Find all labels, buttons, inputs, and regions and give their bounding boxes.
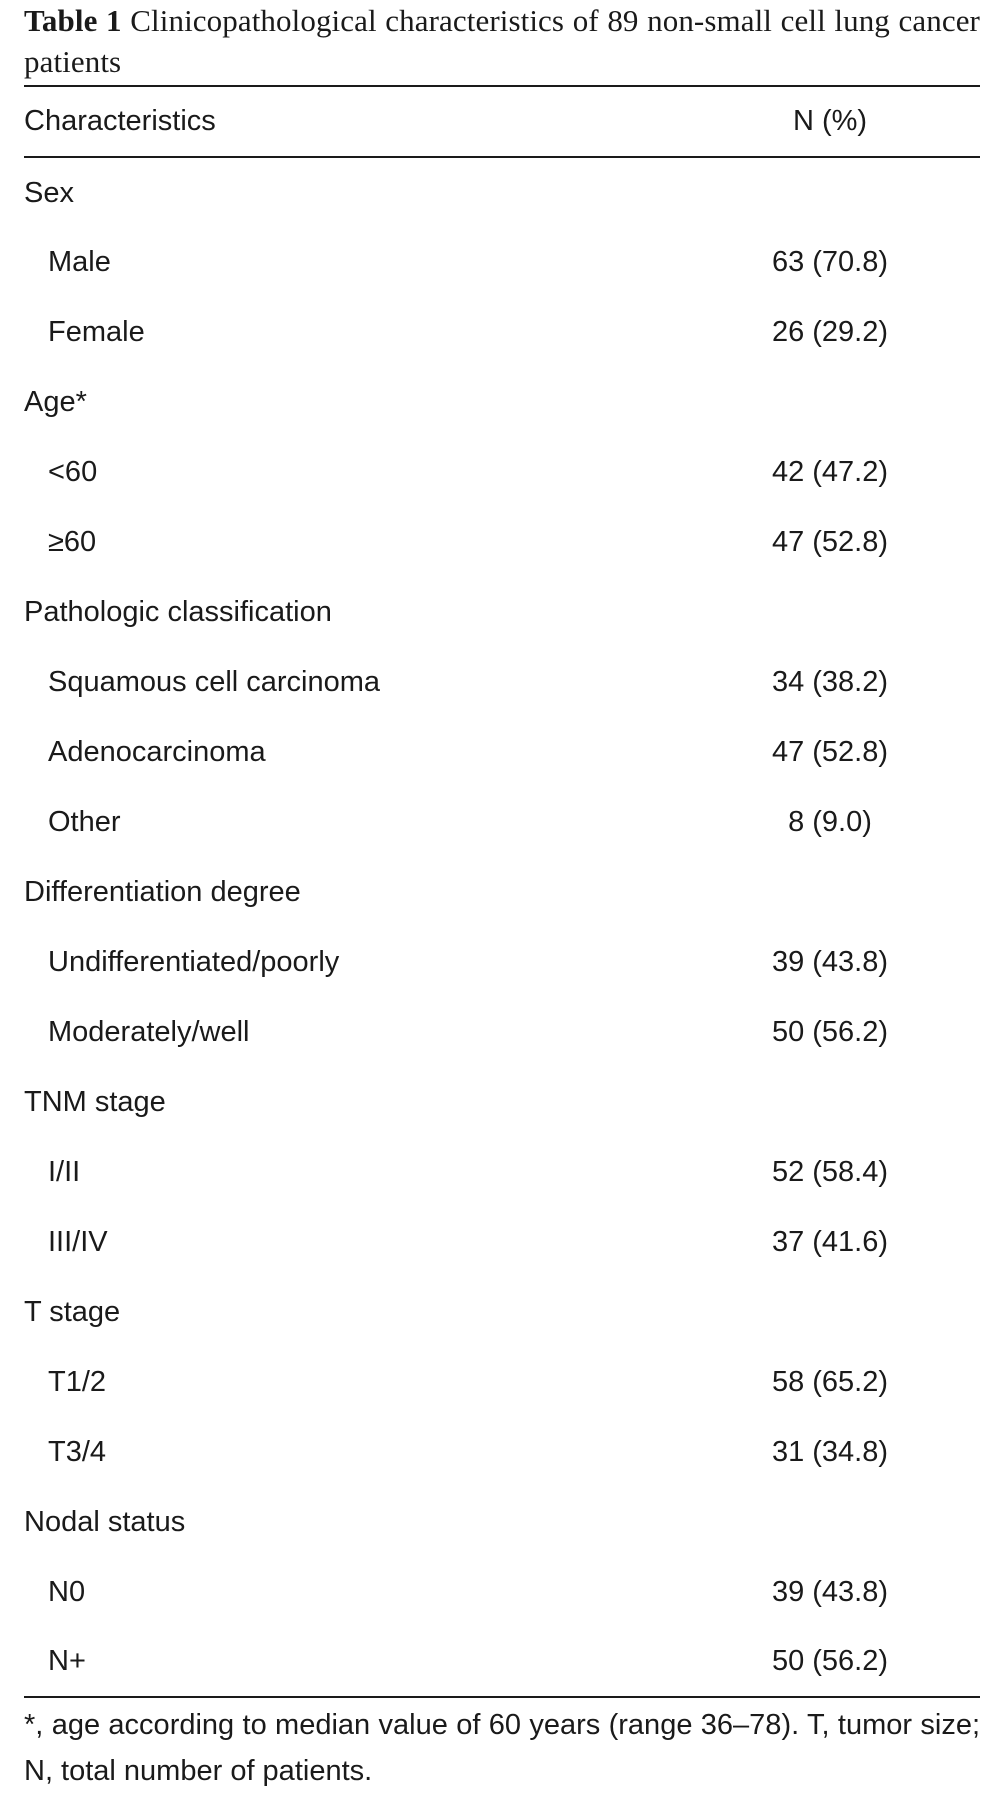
group-label: Sex bbox=[24, 177, 74, 209]
row-value: 52 (58.4) bbox=[771, 1155, 889, 1188]
group-label: Nodal status bbox=[24, 1505, 186, 1538]
table-group-row bbox=[24, 1487, 980, 1557]
row-value bbox=[680, 1067, 980, 1137]
header-characteristics: Characteristics bbox=[24, 87, 680, 157]
row-value bbox=[680, 1487, 980, 1557]
table-caption bbox=[24, 0, 980, 85]
table-footnote: *, age according to median value of 60 years (range 36–78). T, tumor size; N, total number of patients. bbox=[24, 1709, 980, 1787]
table-row bbox=[24, 927, 980, 997]
row-value: 31 (34.8) bbox=[771, 1435, 889, 1468]
row-value bbox=[680, 1277, 980, 1347]
table-row bbox=[24, 1627, 980, 1697]
row-label: I/II bbox=[48, 1155, 81, 1188]
row-value: 47 (52.8) bbox=[771, 735, 889, 768]
table-title: Clinicopathological characteristics of 89 non-small cell lung cancer patients bbox=[24, 3, 980, 79]
row-value: 47 (52.8) bbox=[771, 525, 889, 558]
row-value: 42 (47.2) bbox=[771, 455, 889, 488]
row-label: Undifferentiated/poorly bbox=[48, 945, 340, 978]
table-row bbox=[24, 437, 980, 507]
row-label: Adenocarcinoma bbox=[48, 735, 266, 768]
table-label: Table 1 bbox=[24, 3, 122, 38]
header-row bbox=[24, 87, 980, 157]
row-value bbox=[680, 577, 980, 647]
group-label: T stage bbox=[24, 1295, 121, 1328]
row-value: 50 (56.2) bbox=[771, 1015, 889, 1048]
row-label: III/IV bbox=[48, 1225, 108, 1258]
table-group-row bbox=[24, 1277, 980, 1347]
table-row bbox=[24, 997, 980, 1067]
table-row bbox=[24, 227, 980, 297]
row-value: 50 (56.2) bbox=[771, 1645, 889, 1677]
group-label: Differentiation degree bbox=[24, 875, 301, 908]
table-group-row bbox=[24, 157, 980, 227]
table-body bbox=[24, 157, 980, 1697]
table-row bbox=[24, 1557, 980, 1627]
header-n-percent: N (%) bbox=[680, 87, 980, 157]
table-row bbox=[24, 507, 980, 577]
row-label: Moderately/well bbox=[48, 1015, 250, 1048]
row-label: Squamous cell carcinoma bbox=[48, 665, 381, 698]
row-value: 37 (41.6) bbox=[771, 1225, 889, 1258]
table-group-row bbox=[24, 577, 980, 647]
row-label: Female bbox=[48, 315, 145, 348]
group-label: Pathologic classification bbox=[24, 595, 332, 628]
table-row bbox=[24, 1137, 980, 1207]
table-row bbox=[24, 1417, 980, 1487]
characteristics-table bbox=[24, 87, 980, 1698]
table-row bbox=[24, 717, 980, 787]
row-value: 26 (29.2) bbox=[771, 315, 889, 348]
table-row bbox=[24, 297, 980, 367]
row-value: 39 (43.8) bbox=[771, 1575, 889, 1608]
group-label: Age* bbox=[24, 385, 87, 418]
row-label: Male bbox=[48, 245, 111, 278]
row-label: T1/2 bbox=[48, 1365, 107, 1398]
row-value: 58 (65.2) bbox=[771, 1365, 889, 1398]
row-label: <60 bbox=[48, 455, 98, 488]
row-value: 34 (38.2) bbox=[771, 665, 889, 698]
row-label: ≥60 bbox=[48, 525, 97, 558]
table-row bbox=[24, 1207, 980, 1277]
row-label: Other bbox=[48, 805, 121, 838]
row-label: T3/4 bbox=[48, 1435, 107, 1468]
table-group-row bbox=[24, 1067, 980, 1137]
table-row bbox=[24, 647, 980, 717]
row-value bbox=[680, 857, 980, 927]
row-value: 63 (70.8) bbox=[771, 245, 889, 278]
table-group-row bbox=[24, 367, 980, 437]
group-label: TNM stage bbox=[24, 1085, 166, 1118]
table-row bbox=[24, 787, 980, 857]
row-value bbox=[680, 367, 980, 437]
row-label: N+ bbox=[48, 1645, 86, 1677]
row-label: N0 bbox=[48, 1575, 86, 1608]
table-group-row bbox=[24, 857, 980, 927]
row-value: 39 (43.8) bbox=[771, 945, 889, 978]
row-value: 8 (9.0) bbox=[788, 805, 872, 838]
table-row bbox=[24, 1347, 980, 1417]
row-value bbox=[680, 157, 980, 227]
